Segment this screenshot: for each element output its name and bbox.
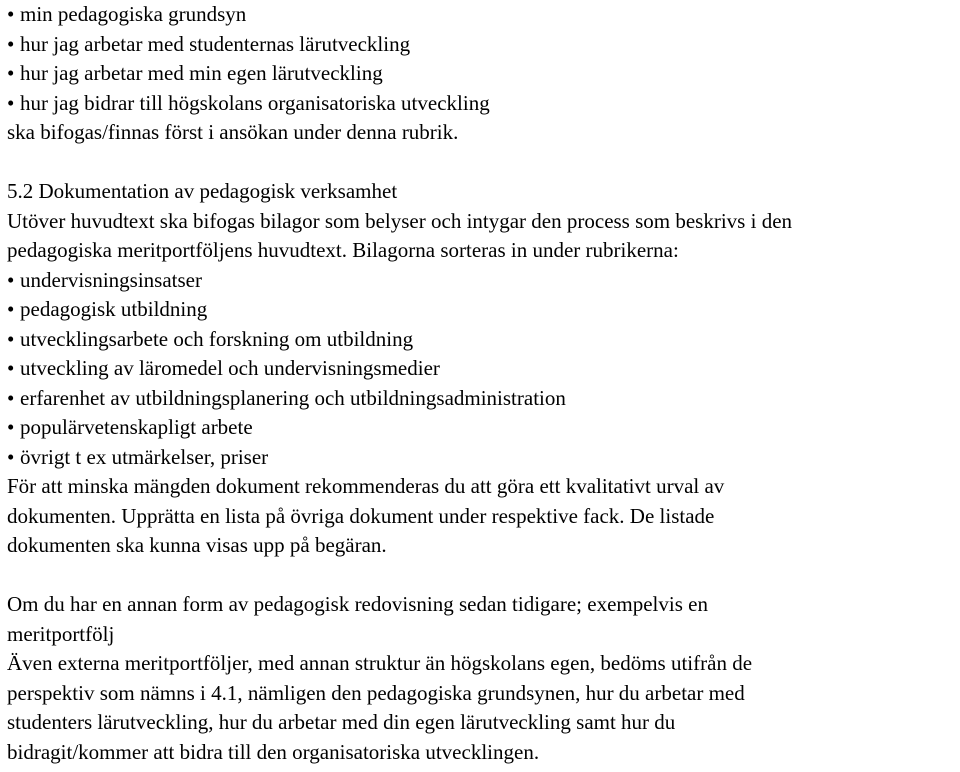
bullet-icon: • [7, 444, 15, 469]
section-paragraph-line: Utöver huvudtext ska bifogas bilagor som belyser och intygar den process som beskrivs i den [7, 208, 793, 233]
rubric-bullet-item [7, 325, 957, 355]
section-paragraph-line: pedagogiska meritportföljens huvudtext. Bilagorna sorteras in under rubrikerna: [7, 238, 679, 262]
external-portfolio-line: Även externa meritportföljer, med annan struktur än högskolans egen, bedöms utifrån de [7, 651, 753, 675]
rubric-bullet-text: pedagogisk utbildning [20, 297, 208, 321]
external-portfolio-line: bidragit/kommer att bidra till den organisatoriska utvecklingen. [7, 739, 540, 764]
intro-bullet-text: hur jag arbetar med studenternas lärutveckling [20, 31, 411, 56]
rubric-bullet-item [7, 443, 957, 473]
recommendation-line: För att minska mängden dokument rekommenderas du att göra ett kvalitativt urval av [7, 474, 725, 498]
section-heading: 5.2 Dokumentation av pedagogisk verksamhet [7, 179, 398, 203]
bullet-icon: • [7, 385, 15, 410]
rubric-bullet-text: övrigt t ex utmärkelser, priser [20, 444, 269, 469]
intro-bullet-text: hur jag arbetar med min egen lärutveckling [20, 61, 383, 85]
bullet-icon: • [7, 61, 15, 85]
intro-bullet-item [7, 89, 957, 119]
intro-bullet-item [7, 0, 957, 30]
intro-bullet-item [7, 30, 957, 60]
intro-bullet-item [7, 59, 957, 89]
rubric-bullet-text: utvecklingsarbete och forskning om utbildning [20, 326, 414, 351]
bullet-icon: • [7, 90, 15, 115]
external-portfolio-line: studenters lärutveckling, hur du arbetar med din egen lärutveckling samt hur du [7, 710, 676, 734]
rubric-bullet-text: utveckling av läromedel och undervisningsmedier [20, 356, 440, 380]
paragraph-spacer [7, 561, 957, 591]
other-form-line: meritportfölj [7, 621, 115, 646]
bullet-icon: • [7, 356, 15, 380]
paragraph-spacer [7, 148, 957, 178]
intro-bullet-text: hur jag bidrar till högskolans organisatoriska utveckling [20, 90, 490, 115]
rubric-bullet-item [7, 295, 957, 325]
rubric-bullet-item [7, 413, 957, 443]
rubric-bullet-text: populärvetenskapligt arbete [20, 415, 253, 439]
bullet-icon: • [7, 297, 15, 321]
intro-tail-text: ska bifogas/finnas först i ansökan under denna rubrik. [7, 120, 459, 144]
external-portfolio-line: perspektiv som nämns i 4.1, nämligen den pedagogiska grundsynen, hur du arbetar med [7, 680, 745, 705]
rubric-bullet-item [7, 266, 957, 296]
bullet-icon: • [7, 415, 15, 439]
rubric-bullet-item [7, 354, 957, 384]
rubric-bullet-text: erfarenhet av utbildningsplanering och utbildningsadministration [20, 385, 566, 410]
bullet-icon: • [7, 2, 15, 26]
recommendation-line: dokumenten ska kunna visas upp på begäran. [7, 533, 387, 557]
rubric-bullet-text: undervisningsinsatser [20, 267, 202, 292]
bullet-icon: • [7, 267, 15, 292]
rubric-bullet-item [7, 384, 957, 414]
other-form-line: Om du har en annan form av pedagogisk redovisning sedan tidigare; exempelvis en [7, 592, 708, 616]
bullet-icon: • [7, 326, 15, 351]
recommendation-line: dokumenten. Upprätta en lista på övriga dokument under respektive fack. De listade [7, 503, 715, 528]
bullet-icon: • [7, 31, 15, 56]
intro-bullet-text: min pedagogiska grundsyn [20, 2, 247, 26]
document-page [7, 0, 957, 767]
